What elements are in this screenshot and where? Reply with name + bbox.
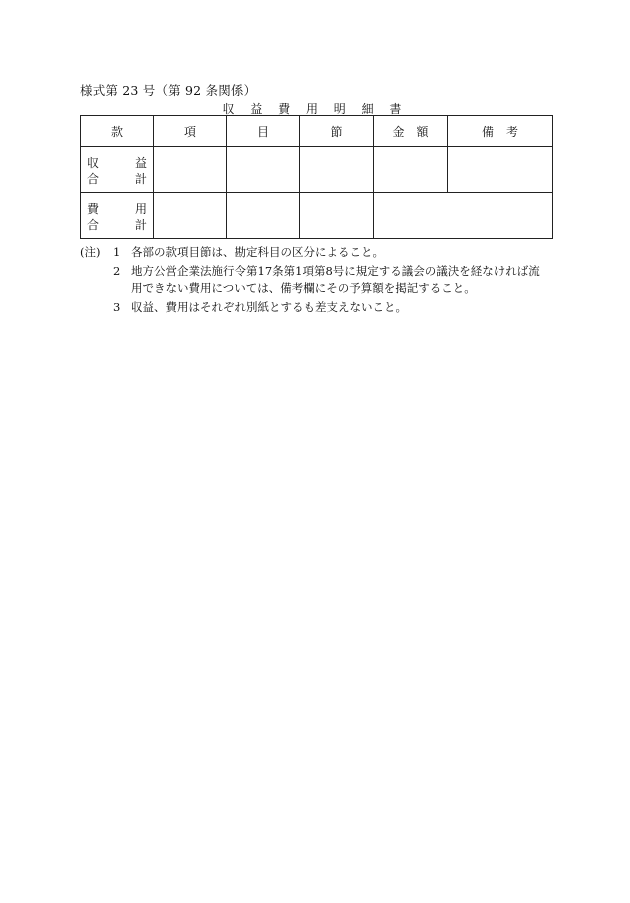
empty-cell — [448, 147, 553, 193]
notes-label: (注) — [80, 245, 101, 259]
label-char: 収 — [87, 156, 100, 170]
table-row-revenue — [81, 147, 553, 193]
note-text: 収益、費用はそれぞれ別紙とするも差支えないこと。 — [131, 300, 407, 314]
label-char: 益 — [134, 156, 147, 170]
note-text-continuation: 用できない費用については、備考欄にその予算額を掲記すること。 — [131, 281, 476, 295]
table-row-expense — [81, 193, 553, 239]
form-number: 様式第 23 号（第 92 条関係） — [80, 83, 257, 98]
empty-cell-merged — [374, 193, 553, 239]
note-text: 各部の款項目節は、勘定科目の区分によること。 — [131, 245, 384, 259]
label-char: 合 — [87, 218, 100, 232]
revenue-total-label — [81, 147, 154, 193]
empty-cell — [374, 147, 448, 193]
note-item — [80, 243, 560, 262]
note-item — [80, 298, 560, 317]
table-header-row — [81, 116, 553, 147]
note-text: 地方公営企業法施行令第17条第1項第8号に規定する議会の議決を経なければ流 — [131, 264, 540, 278]
note-number: 2 — [113, 264, 121, 278]
label-char: 費 — [87, 202, 100, 216]
empty-cell — [154, 147, 227, 193]
empty-cell — [227, 147, 300, 193]
header-remarks: 備 考 — [448, 116, 553, 147]
statement-table — [80, 115, 553, 239]
label-char: 用 — [134, 202, 147, 216]
label-char: 計 — [134, 172, 147, 186]
header-amount: 金 額 — [374, 116, 448, 147]
label-char: 合 — [87, 172, 100, 186]
empty-cell — [300, 193, 374, 239]
empty-cell — [300, 147, 374, 193]
empty-cell — [154, 193, 227, 239]
document-title: 収 益 費 用 明 細 書 — [222, 102, 408, 116]
expense-total-label — [81, 193, 154, 239]
empty-cell — [227, 193, 300, 239]
header-kou: 項 — [154, 116, 227, 147]
header-moku: 目 — [227, 116, 300, 147]
note-number: 1 — [113, 245, 121, 259]
label-char: 計 — [134, 218, 147, 232]
header-kan: 款 — [81, 116, 154, 147]
notes-section — [80, 243, 560, 317]
header-setsu: 節 — [300, 116, 374, 147]
note-number: 3 — [113, 300, 121, 314]
